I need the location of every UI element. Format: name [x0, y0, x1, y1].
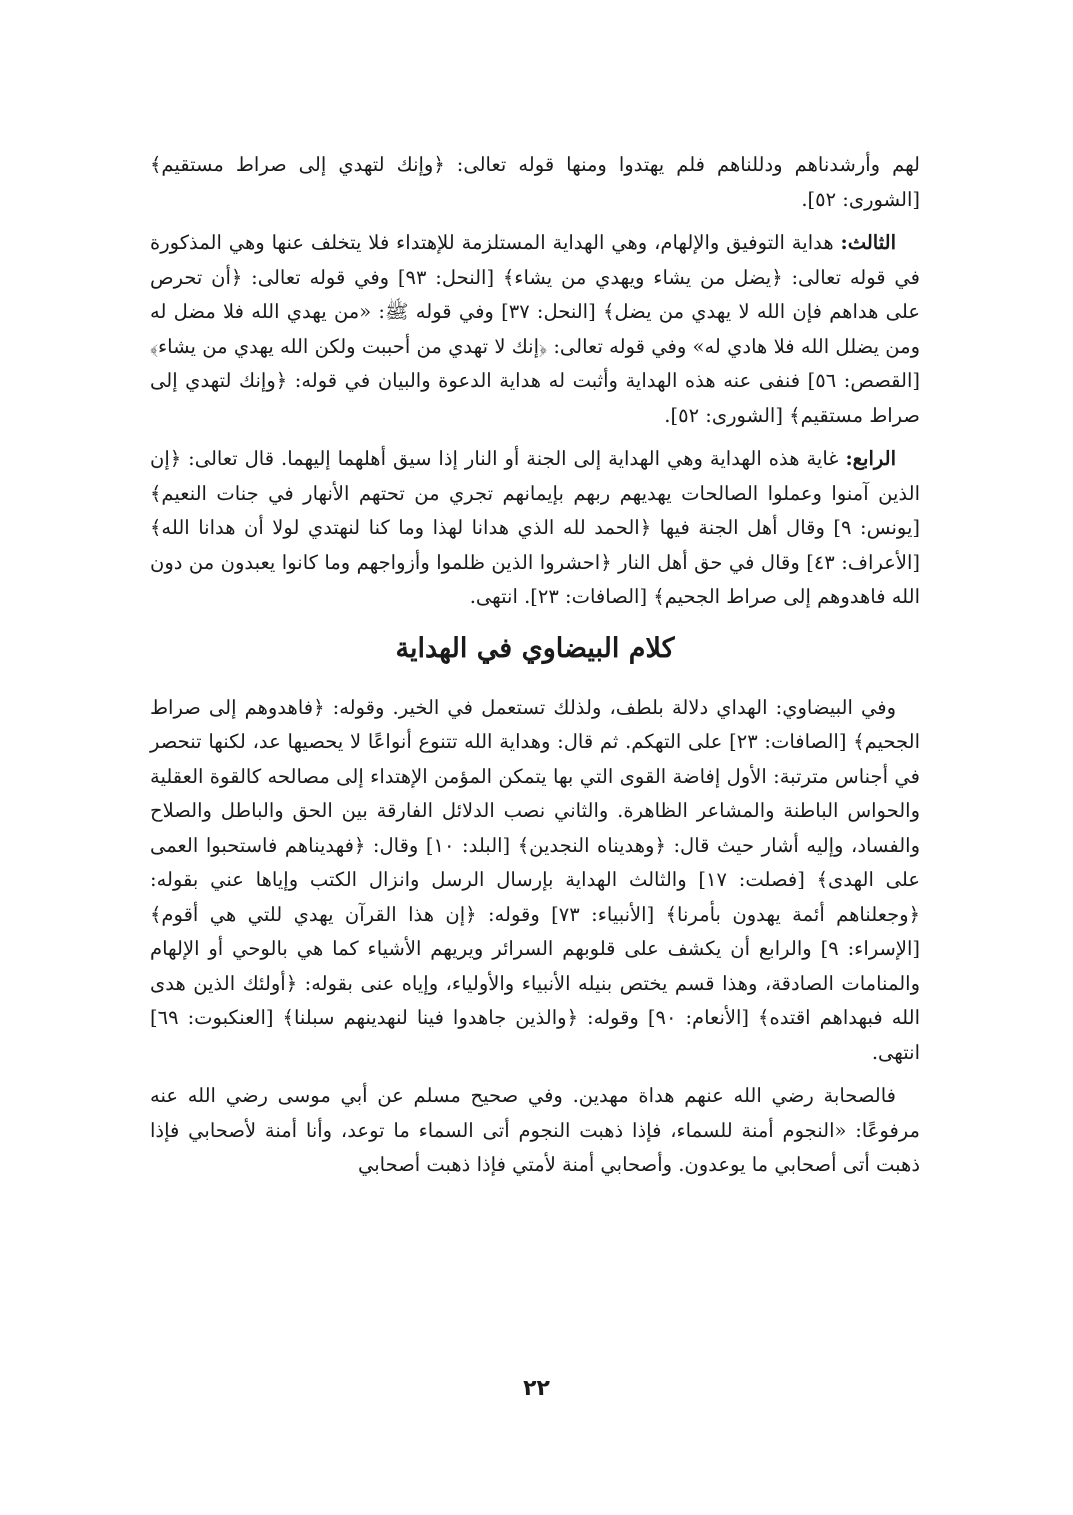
page-body — [150, 148, 920, 1192]
paragraph-companions — [150, 1079, 920, 1183]
paragraph-label: الرابع: — [845, 447, 896, 470]
paragraph-continuation — [150, 148, 920, 217]
paragraph-text: هداية التوفيق والإلهام، وهي الهداية المستلزمة للإهتداء فلا يتخلف عنها وهي المذكورة في قوله تعالى: ﴿يضل من يشاء ويهدي من يشاء﴾ [النحل: ٩٣] وفي قوله تعالى: ﴿أن تحرص على هداهم فإن الله لا يهدي من يضل﴾ [النحل: ٣٧] وفي قوله ﷺ: «من يهدي الله فلا مضل له ومن يضلل الله فلا هادي له» وفي قوله تعالى: ﴿إنك لا تهدي من أحببت ولكن الله يهدي من يشاء﴾ [القصص: ٥٦] فنفى عنه هذه الهداية وأثبت له هداية الدعوة والبيان في قوله: ﴿وإنك لتهدي إلى صراط مستقيم﴾ [الشورى: ٥٢]. — [150, 231, 921, 427]
paragraph-text: وفي البيضاوي: الهداي دلالة بلطف، ولذلك تستعمل في الخير. وقوله: ﴿فاهدوهم إلى صراط الجحيم﴾ [الصافات: ٢٣] على التهكم. ثم قال: وهداية الله تتنوع أنواعًا لا يحصيها عد، لكنها تنحصر في أجناس مترتبة: الأول إفاضة القوى التي بها يتمكن المؤمن الإهتداء إلى مصالحه كالقوة العقلية والحواس الباطنة والمشاعر الظاهرة. والثاني نصب الدلائل الفارقة بين الحق والباطل والصلاح والفساد، وإليه أشار حيث قال: ﴿وهديناه النجدين﴾ [البلد: ١٠] وقال: ﴿فهديناهم فاستحبوا العمى على الهدى﴾ [فصلت: ١٧] والثالث الهداية بإرسال الرسل وانزال الكتب وإياها عني بقوله: ﴿وجعلناهم أئمة يهدون بأمرنا﴾ [الأنبياء: ٧٣] وقوله: ﴿إن هذا القرآن يهدي للتي هي أقوم﴾ [الإسراء: ٩] والرابع أن يكشف على قلوبهم السرائر ويريهم الأشياء كما هي بالوحي أو الإلهام والمنامات الصادقة، وهذا قسم يختص بنيله الأنبياء والأولياء، وإياه عنى بقوله: ﴿أولئك الذين هدى الله فبهداهم اقتده﴾ [الأنعام: ٩٠] وقوله: ﴿والذين جاهدوا فينا لنهدينهم سبلنا﴾ [العنكبوت: ٦٩] انتهى. — [150, 695, 920, 1064]
paragraph-text: فالصحابة رضي الله عنهم هداة مهدين. وفي صحيح مسلم عن أبي موسى رضي الله عنه مرفوعًا: «النجوم أمنة للسماء، فإذا ذهبت النجوم أتى السماء ما توعد، وأنا أمنة لأصحابي فإذا ذهبت أتى أصحابي ما يوعدون. وأصحابي أمنة لأمتي فإذا ذهبت أصحابي — [150, 1084, 920, 1176]
paragraph-fourth-type — [150, 442, 920, 615]
paragraph-text: لهم وأرشدناهم ودللناهم فلم يهتدوا ومنها قوله تعالى: ﴿وإنك لتهدي إلى صراط مستقيم﴾ [الشورى: ٥٢]. — [150, 153, 920, 211]
paragraph-baidawi — [150, 691, 920, 1071]
paragraph-third-type — [150, 226, 920, 433]
paragraph-text: غاية هذه الهداية وهي الهداية إلى الجنة أو النار إذا سيق أهلهما إليهما. قال تعالى: ﴿إن الذين آمنوا وعملوا الصالحات يهديهم ربهم بإيمانهم تجري من تحتهم الأنهار في جنات النعيم﴾ [يونس: ٩] وقال أهل الجنة فيها ﴿الحمد لله الذي هدانا لهذا وما كنا لنهتدي لولا أن هدانا الله﴾ [الأعراف: ٤٣] وقال في حق أهل النار ﴿احشروا الذين ظلموا وأزواجهم وما كانوا يعبدون من دون الله فاهدوهم إلى صراط الجحيم﴾ [الصافات: ٢٣]. انتهى. — [150, 447, 920, 608]
section-heading: كلام البيضاوي في الهداية — [395, 632, 675, 664]
paragraph-label: الثالث: — [840, 231, 896, 254]
page-number: ٢٢ — [523, 1376, 550, 1401]
